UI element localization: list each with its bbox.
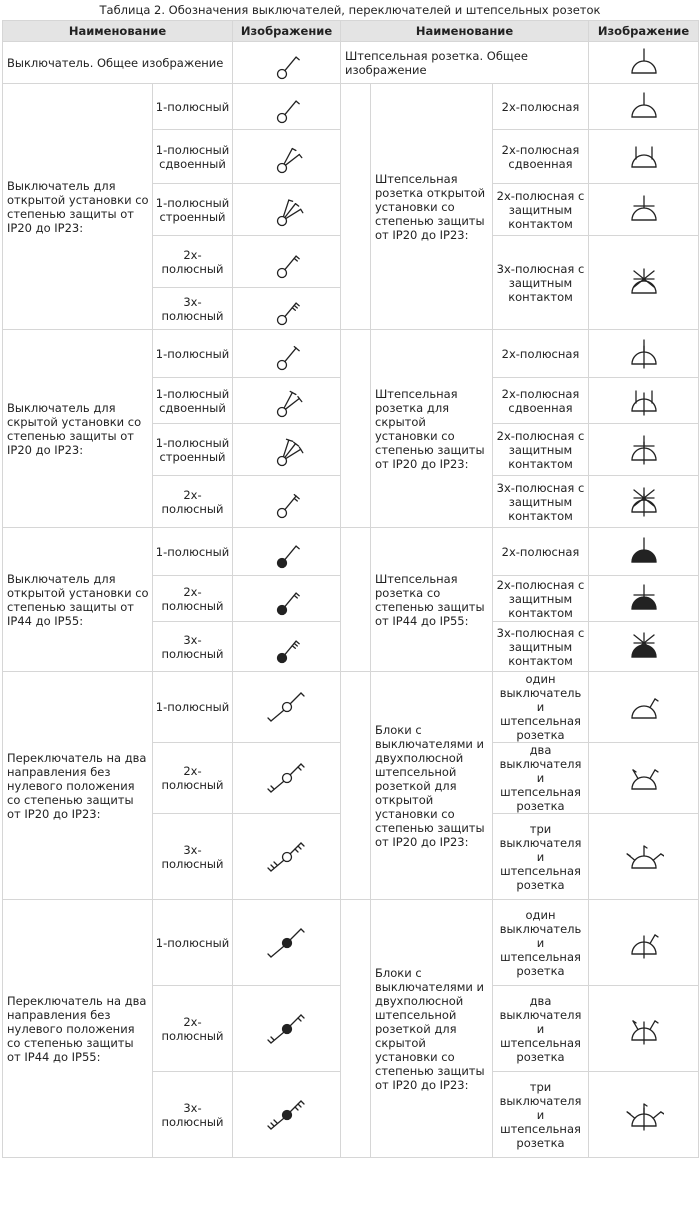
- switch-general-icon: [233, 44, 340, 82]
- right-sub-label: 2х-полюсная сдвоенная: [493, 130, 589, 184]
- table-row: [3, 42, 699, 84]
- block-open-1switch-socket-icon: [589, 686, 698, 728]
- socket-open-3pole-earth-icon: [589, 263, 698, 303]
- changeover-ip44-1pole-icon: [233, 923, 340, 963]
- socket-open-2pole-double-icon: [589, 137, 698, 177]
- spacer-cell: [341, 84, 371, 330]
- right-sub-label: 2х-полюсная: [493, 84, 589, 130]
- symbol-cell: [589, 330, 699, 378]
- changeover-ip44-2pole-icon: [233, 1009, 340, 1049]
- changeover-ip44-3pole-icon: [233, 1095, 340, 1135]
- switch-hidden-2pole-icon: [233, 483, 340, 521]
- symbol-cell: [589, 986, 699, 1072]
- symbol-cell: [233, 84, 341, 130]
- symbol-cell: [233, 528, 341, 576]
- left-sub-label: 1-полюсный: [153, 672, 233, 743]
- right-sub-label: один выключатель и штепсельная розетка: [493, 900, 589, 986]
- right-sub-label: 2х-полюсная с защитным контактом: [493, 184, 589, 236]
- symbol-cell: [589, 814, 699, 900]
- symbol-cell: [589, 476, 699, 528]
- symbol-cell: [233, 236, 341, 288]
- socket-open-2pole-earth-icon: [589, 190, 698, 230]
- right-sub-label: три выключателя и штепсельная розетка: [493, 814, 589, 900]
- switch-hidden-1pole-triple-icon: [233, 431, 340, 469]
- table-caption: Таблица 2. Обозначения выключателей, переключателей и штепсельных розеток: [99, 3, 601, 17]
- right-sub-label: один выключатель и штепсельная розетка: [493, 672, 589, 743]
- symbol-cell: [233, 330, 341, 378]
- table-row: [3, 528, 699, 576]
- socket-hidden-2pole-double-icon: [589, 381, 698, 421]
- spacer-cell: [341, 672, 371, 900]
- symbol-cell: [589, 900, 699, 986]
- changeover-ip20-3pole-icon: [233, 837, 340, 877]
- table-row: [3, 84, 699, 130]
- symbol-cell: [589, 378, 699, 424]
- right-sub-label: 2х-полюсная: [493, 528, 589, 576]
- switch-open-3pole-icon: [233, 290, 340, 328]
- symbol-cell: [589, 236, 699, 330]
- left-group-name: Выключатель для скрытой установки со степенью защиты от IP20 до IP23:: [3, 330, 153, 528]
- block-hidden-2switch-socket-icon: [589, 1008, 698, 1050]
- left-sub-label: 1-полюсный: [153, 900, 233, 986]
- symbol-cell: [233, 672, 341, 743]
- right-group-name: Блоки с выключателями и двухполюсной штепсельной розеткой для открытой установки со степенью защиты от IP20 до IP23:: [371, 672, 493, 900]
- right-sub-label: 2х-полюсная с защитным контактом: [493, 576, 589, 622]
- changeover-ip20-1pole-icon: [233, 687, 340, 727]
- left-sub-label: 3х-полюсный: [153, 622, 233, 672]
- symbol-cell: [589, 1072, 699, 1158]
- symbol-cell: [589, 184, 699, 236]
- left-sub-label: 2х-полюсный: [153, 743, 233, 814]
- socket-hidden-2pole-icon: [589, 334, 698, 374]
- left-sub-label: 1-полюсный сдвоенный: [153, 378, 233, 424]
- socket-ip44-2pole-earth-icon: [589, 579, 698, 619]
- left-sub-label: 3х-полюсный: [153, 1072, 233, 1158]
- symbol-cell: [589, 424, 699, 476]
- left-sub-label: 2х-полюсный: [153, 476, 233, 528]
- right-sub-label: 3х-полюсная с защитным контактом: [493, 236, 589, 330]
- symbol-cell: [233, 378, 341, 424]
- switch-hidden-1pole-icon: [233, 335, 340, 373]
- switch-open-1pole-triple-icon: [233, 191, 340, 229]
- switch-ip44-1pole-icon: [233, 533, 340, 571]
- symbol-cell: [233, 130, 341, 184]
- left-sub-label: 2х-полюсный: [153, 576, 233, 622]
- right-sub-label: 2х-полюсная: [493, 330, 589, 378]
- switch-open-1pole-icon: [233, 88, 340, 126]
- switch-ip44-3pole-icon: [233, 628, 340, 666]
- symbol-cell: [233, 986, 341, 1072]
- symbol-cell: [233, 900, 341, 986]
- switch-hidden-1pole-double-icon: [233, 382, 340, 420]
- right-group-name: Блоки с выключателями и двухполюсной штепсельной розеткой для скрытой установки со степенью защиты от IP20 до IP23:: [371, 900, 493, 1158]
- symbol-cell: [233, 288, 341, 330]
- socket-ip44-3pole-earth-icon: [589, 627, 698, 667]
- symbol-cell: [233, 1072, 341, 1158]
- symbol-cell: [233, 622, 341, 672]
- right-name-cell: Штепсельная розетка. Общее изображение: [341, 42, 589, 84]
- left-sub-label: 1-полюсный строенный: [153, 184, 233, 236]
- left-sub-label: 1-полюсный: [153, 528, 233, 576]
- right-sub-label: три выключателя и штепсельная розетка: [493, 1072, 589, 1158]
- symbol-cell: [233, 424, 341, 476]
- symbol-cell: [233, 476, 341, 528]
- symbol-cell: [589, 528, 699, 576]
- table-row: [3, 900, 699, 986]
- symbol-cell: [589, 743, 699, 814]
- table-row: [3, 330, 699, 378]
- symbol-cell: [589, 84, 699, 130]
- symbol-cell: [589, 672, 699, 743]
- right-sub-label: два выключателя и штепсельная розетка: [493, 743, 589, 814]
- spacer-cell: [341, 330, 371, 528]
- right-sub-label: 3х-полюсная с защитным контактом: [493, 476, 589, 528]
- left-group-name: Переключатель на два направления без нулевого положения со степенью защиты от IP20 до IP23:: [3, 672, 153, 900]
- header-name-right: Наименование: [341, 21, 589, 42]
- left-sub-label: 2х-полюсный: [153, 986, 233, 1072]
- left-sub-label: 3х-полюсный: [153, 814, 233, 900]
- right-group-name: Штепсельная розетка для скрытой установки со степенью защиты от IP20 до IP23:: [371, 330, 493, 528]
- symbol-cell: [233, 184, 341, 236]
- symbol-cell: [589, 130, 699, 184]
- left-sub-label: 3х-полюсный: [153, 288, 233, 330]
- left-name-cell: Выключатель. Общее изображение: [3, 42, 233, 84]
- left-sub-label: 1-полюсный: [153, 330, 233, 378]
- spacer-cell: [341, 900, 371, 1158]
- left-group-name: Переключатель на два направления без нулевого положения со степенью защиты от IP44 до IP55:: [3, 900, 153, 1158]
- right-group-name: Штепсельная розетка со степенью защиты от IP44 до IP55:: [371, 528, 493, 672]
- block-open-2switch-socket-icon: [589, 757, 698, 799]
- left-sub-label: 1-полюсный сдвоенный: [153, 130, 233, 184]
- symbol-cell: [589, 622, 699, 672]
- symbol-cell: [233, 576, 341, 622]
- switch-open-2pole-icon: [233, 243, 340, 281]
- spacer-cell: [341, 528, 371, 672]
- symbol-cell: [589, 42, 699, 84]
- symbol-cell: [589, 576, 699, 622]
- right-sub-label: 2х-полюсная с защитным контактом: [493, 424, 589, 476]
- left-sub-label: 1-полюсный строенный: [153, 424, 233, 476]
- symbol-cell: [233, 743, 341, 814]
- header-row: [3, 21, 699, 42]
- block-open-3switch-socket-icon: [589, 836, 698, 878]
- switch-open-1pole-double-icon: [233, 138, 340, 176]
- socket-open-2pole-icon: [589, 87, 698, 127]
- right-sub-label: 3х-полюсная с защитным контактом: [493, 622, 589, 672]
- socket-general-icon: [589, 43, 698, 83]
- table-row: [3, 672, 699, 743]
- symbol-cell: [233, 42, 341, 84]
- right-group-name: Штепсельная розетка открытой установки со степенью защиты от IP20 до IP23:: [371, 84, 493, 330]
- symbol-cell: [233, 814, 341, 900]
- left-sub-label: 1-полюсный: [153, 84, 233, 130]
- left-group-name: Выключатель для открытой установки со степенью защиты от IP44 до IP55:: [3, 528, 153, 672]
- header-image-left: Изображение: [233, 21, 341, 42]
- socket-ip44-2pole-icon: [589, 532, 698, 572]
- block-hidden-3switch-socket-icon: [589, 1094, 698, 1136]
- switch-ip44-2pole-icon: [233, 580, 340, 618]
- left-sub-label: 2х-полюсный: [153, 236, 233, 288]
- block-hidden-1switch-socket-icon: [589, 922, 698, 964]
- socket-hidden-3pole-earth-icon: [589, 482, 698, 522]
- header-image-right: Изображение: [589, 21, 699, 42]
- right-sub-label: 2х-полюсная сдвоенная: [493, 378, 589, 424]
- header-name-left: Наименование: [3, 21, 233, 42]
- symbols-table: [2, 20, 699, 1158]
- right-sub-label: два выключателя и штепсельная розетка: [493, 986, 589, 1072]
- left-group-name: Выключатель для открытой установки со степенью защиты от IP20 до IP23:: [3, 84, 153, 330]
- changeover-ip20-2pole-icon: [233, 758, 340, 798]
- socket-hidden-2pole-earth-icon: [589, 430, 698, 470]
